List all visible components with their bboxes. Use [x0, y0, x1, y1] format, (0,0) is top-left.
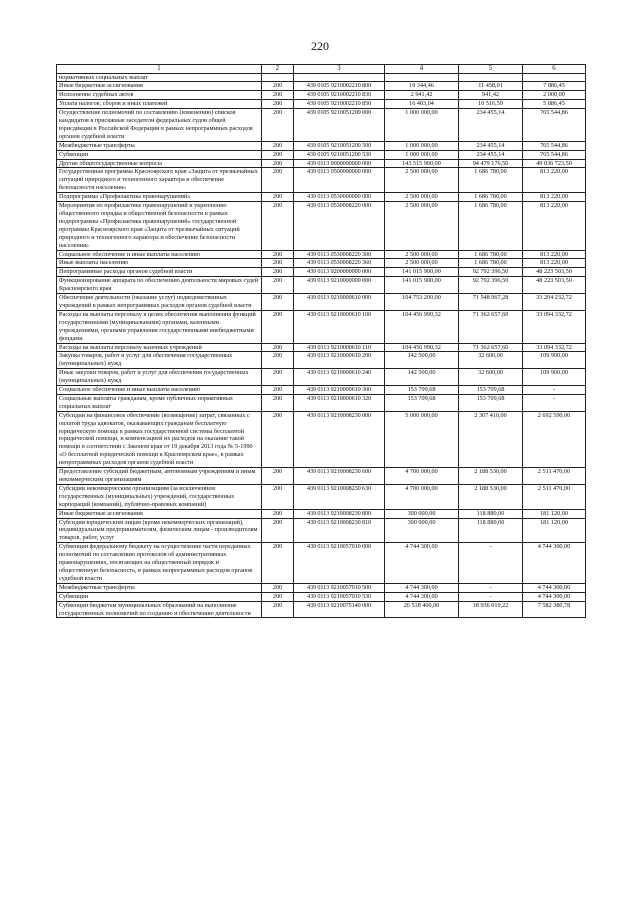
row-executed-cell: 118 880,00 — [459, 509, 523, 518]
row-executed-cell: 1 686 780,00 — [459, 250, 523, 259]
row-name-cell: Иные бюджетные ассигнования — [57, 82, 262, 91]
row-remaining-cell: 765 544,86 — [523, 109, 586, 142]
row-remaining-cell: 33 204 232,72 — [523, 294, 586, 311]
row-code-cell: 439 0113 9210000610 100 — [294, 310, 385, 343]
table-row — [57, 141, 586, 150]
row-executed-cell: - — [459, 543, 523, 584]
row-col2-cell: 200 — [262, 159, 294, 168]
row-col2-cell: 200 — [262, 294, 294, 311]
table-header-row — [57, 65, 586, 74]
row-name-cell: Иные выплаты населению — [57, 259, 262, 268]
table-row — [57, 82, 586, 91]
row-code-cell: 439 0113 0530008220 300 — [294, 250, 385, 259]
row-col2-cell: 200 — [262, 583, 294, 592]
table-row — [57, 343, 586, 352]
row-col2-cell: 200 — [262, 352, 294, 369]
row-name-cell: Функционирование аппарата по обеспечению деятельности мировых судей Красноярского края — [57, 277, 262, 294]
row-amount-cell: 1 000 000,00 — [385, 141, 459, 150]
row-code-cell: 439 0113 0530008220 000 — [294, 202, 385, 250]
table-row — [57, 202, 586, 250]
row-name-cell: Межбюджетные трансферты — [57, 141, 262, 150]
table-row — [57, 159, 586, 168]
row-name-cell: Расходы на выплаты персоналу казенных учреждений — [57, 343, 262, 352]
row-amount-cell — [385, 73, 459, 82]
row-name-cell: Иные бюджетные ассигнования — [57, 509, 262, 518]
row-code-cell — [294, 73, 385, 82]
row-name-cell: Непрограммные расходы органов судебной власти — [57, 268, 262, 277]
table-row — [57, 193, 586, 202]
row-col2-cell: 200 — [262, 259, 294, 268]
row-col2-cell: 200 — [262, 518, 294, 543]
row-remaining-cell: - — [523, 386, 586, 395]
row-remaining-cell: 181 120,00 — [523, 518, 586, 543]
table-row — [57, 386, 586, 395]
row-amount-cell: 1 000 000,00 — [385, 109, 459, 142]
row-name-cell: Субвенции — [57, 592, 262, 601]
row-executed-cell: 1 686 780,00 — [459, 168, 523, 193]
table-row — [57, 509, 586, 518]
row-amount-cell: 4 744 300,00 — [385, 583, 459, 592]
row-name-cell: Субсидии юридическим лицам (кроме некоммерческих организаций), индивидуальным предпринимателям, физическим лицам - производителям товаров, работ, услуг — [57, 518, 262, 543]
row-amount-cell: 5 000 000,00 — [385, 411, 459, 467]
row-code-cell: 439 0113 9210000610 200 — [294, 352, 385, 369]
row-name-cell: Социальные выплаты гражданам, кроме публичных нормативных социальных выплат — [57, 394, 262, 411]
row-code-cell: 439 0105 9210002210 800 — [294, 82, 385, 91]
row-name-cell: нормативных социальных выплат — [57, 73, 262, 82]
row-remaining-cell: 813 220,00 — [523, 168, 586, 193]
row-col2-cell: 200 — [262, 109, 294, 142]
row-name-cell: Субвенции бюджетам муниципальных образований на выполнение государственных полномочий по созданию и обеспечению деятельности — [57, 601, 262, 618]
table-row — [57, 277, 586, 294]
row-col2-cell: 200 — [262, 268, 294, 277]
row-col2-cell: 200 — [262, 411, 294, 467]
row-amount-cell: 2 500 000,00 — [385, 259, 459, 268]
row-remaining-cell: 813 220,00 — [523, 193, 586, 202]
row-executed-cell: 32 600,00 — [459, 352, 523, 369]
row-amount-cell: 141 015 900,00 — [385, 277, 459, 294]
row-amount-cell: 142 500,00 — [385, 369, 459, 386]
row-amount-cell: 104 456 990,32 — [385, 310, 459, 343]
row-remaining-cell: 33 094 332,72 — [523, 310, 586, 343]
row-executed-cell: 10 516,59 — [459, 100, 523, 109]
row-remaining-cell: 813 220,00 — [523, 202, 586, 250]
row-code-cell: 439 0113 9210008230 800 — [294, 509, 385, 518]
table-row — [57, 150, 586, 159]
row-executed-cell: 153 709,68 — [459, 386, 523, 395]
row-name-cell: Расходы на выплаты персоналу в целях обеспечения выполнения функций государственными (муниципальными) органами, казенными учреждениями, органами управления государственными внебюджетными фондами — [57, 310, 262, 343]
row-col2-cell: 200 — [262, 592, 294, 601]
table-row — [57, 583, 586, 592]
row-executed-cell: 1 686 780,00 — [459, 193, 523, 202]
row-code-cell: 439 0113 9210075140 000 — [294, 601, 385, 618]
row-executed-cell: 2 188 530,00 — [459, 484, 523, 509]
row-executed-cell — [459, 73, 523, 82]
row-col2-cell: 200 — [262, 386, 294, 395]
row-remaining-cell: 813 220,00 — [523, 259, 586, 268]
row-name-cell: Субсидии на финансовое обеспечение (возмещение) затрат, связанных с оплатой труда адвокатов, оказывающих гражданам бесплатную юридическую помощь в рамках государственной системы бесплатной юридической помощи, и компенсацией их расходов на оказание такой помощи в соответствии с Законом края от 19 декабря 2013 года № 5-1990 «О бесплатной юридической помощи в Красноярском крае», в рамках непрограммных расходов органов судебной власти — [57, 411, 262, 467]
table-row — [57, 484, 586, 509]
row-col2-cell: 200 — [262, 277, 294, 294]
row-amount-cell: 153 709,68 — [385, 386, 459, 395]
row-executed-cell: 18 936 019,22 — [459, 601, 523, 618]
row-remaining-cell: 4 744 300,00 — [523, 583, 586, 592]
table-row — [57, 73, 586, 82]
row-amount-cell: 19 344,46 — [385, 82, 459, 91]
row-remaining-cell: 49 036 723,50 — [523, 159, 586, 168]
page-number: 220 — [311, 39, 329, 53]
row-amount-cell: 4 700 000,00 — [385, 468, 459, 485]
row-amount-cell: 300 000,00 — [385, 509, 459, 518]
budget-table — [56, 64, 586, 618]
row-col2-cell: 200 — [262, 141, 294, 150]
row-code-cell: 439 0113 9210008230 000 — [294, 411, 385, 467]
row-col2-cell: 200 — [262, 543, 294, 584]
table-row — [57, 468, 586, 485]
header-cell: 6 — [523, 65, 586, 74]
row-code-cell: 439 0105 9210002210 830 — [294, 91, 385, 100]
row-executed-cell: 2 188 530,00 — [459, 468, 523, 485]
table-row — [57, 394, 586, 411]
row-remaining-cell: 765 544,86 — [523, 150, 586, 159]
table-row — [57, 168, 586, 193]
row-name-cell: Субсидии некоммерческим организациям (за исключением государственных (муниципальных) учреждений, государственных корпораций (компаний), публично-правовых компаний) — [57, 484, 262, 509]
row-col2-cell: 200 — [262, 250, 294, 259]
row-col2-cell: 200 — [262, 193, 294, 202]
row-col2-cell — [262, 73, 294, 82]
row-executed-cell: 1 686 780,00 — [459, 259, 523, 268]
header-cell: 2 — [262, 65, 294, 74]
row-executed-cell: 2 307 410,00 — [459, 411, 523, 467]
row-col2-cell: 200 — [262, 484, 294, 509]
row-code-cell: 439 0113 9210008230 600 — [294, 468, 385, 485]
row-col2-cell: 200 — [262, 468, 294, 485]
table-row — [57, 109, 586, 142]
row-name-cell: Осуществление полномочий по составлению (изменению) списков кандидатов в присяжные заседатели федеральных судов общей юрисдикции в Российской Федерации в рамках непрограммных расходов органов судебной власти — [57, 109, 262, 142]
row-executed-cell: 1 686 780,00 — [459, 202, 523, 250]
row-remaining-cell: 4 744 300,00 — [523, 543, 586, 584]
row-remaining-cell: 33 094 332,72 — [523, 343, 586, 352]
header-cell: 5 — [459, 65, 523, 74]
row-executed-cell: 71 362 657,60 — [459, 343, 523, 352]
row-amount-cell: 142 500,00 — [385, 352, 459, 369]
row-remaining-cell: 5 886,45 — [523, 100, 586, 109]
row-remaining-cell: 4 744 300,00 — [523, 592, 586, 601]
row-remaining-cell: 765 544,86 — [523, 141, 586, 150]
table-row — [57, 268, 586, 277]
row-remaining-cell: 48 223 503,50 — [523, 268, 586, 277]
row-remaining-cell: 7 886,45 — [523, 82, 586, 91]
row-col2-cell: 200 — [262, 343, 294, 352]
row-amount-cell: 16 403,04 — [385, 100, 459, 109]
row-executed-cell: 92 792 396,50 — [459, 268, 523, 277]
row-executed-cell: 11 458,01 — [459, 82, 523, 91]
table-row — [57, 601, 586, 618]
row-name-cell: Закупка товаров, работ и услуг для обеспечения государственных (муниципальных) нужд — [57, 352, 262, 369]
row-code-cell: 439 0113 9210000610 110 — [294, 343, 385, 352]
row-amount-cell: 300 000,00 — [385, 518, 459, 543]
row-col2-cell: 200 — [262, 150, 294, 159]
row-col2-cell: 200 — [262, 82, 294, 91]
row-code-cell: 439 0105 9210051200 500 — [294, 141, 385, 150]
row-executed-cell: 118 880,00 — [459, 518, 523, 543]
row-amount-cell: 4 700 000,00 — [385, 484, 459, 509]
table-row — [57, 91, 586, 100]
table-row — [57, 294, 586, 311]
table-row — [57, 369, 586, 386]
header-cell: 3 — [294, 65, 385, 74]
row-code-cell: 439 0113 0500000000 000 — [294, 168, 385, 193]
row-code-cell: 439 0113 0000000000 000 — [294, 159, 385, 168]
row-amount-cell: 2 500 000,00 — [385, 250, 459, 259]
header-cell: 1 — [57, 65, 262, 74]
row-name-cell: Другие общегосударственные вопросы — [57, 159, 262, 168]
row-name-cell: Подпрограмма «Профилактика правонарушений» — [57, 193, 262, 202]
row-name-cell: Государственная программа Красноярского края «Защита от чрезвычайных ситуаций природного и техногенного характера и обеспечение безопасности населения» — [57, 168, 262, 193]
row-executed-cell: 234 455,14 — [459, 109, 523, 142]
row-code-cell: 439 0113 9210000610 320 — [294, 394, 385, 411]
row-executed-cell: 71 548 967,28 — [459, 294, 523, 311]
row-name-cell: Межбюджетные трансферты — [57, 583, 262, 592]
row-amount-cell: 4 744 300,00 — [385, 592, 459, 601]
row-col2-cell: 200 — [262, 91, 294, 100]
row-remaining-cell: 7 582 380,78 — [523, 601, 586, 618]
row-remaining-cell: 2 692 590,00 — [523, 411, 586, 467]
row-remaining-cell: 48 223 503,50 — [523, 277, 586, 294]
table-row — [57, 543, 586, 584]
table-row — [57, 352, 586, 369]
row-remaining-cell — [523, 73, 586, 82]
row-col2-cell: 200 — [262, 394, 294, 411]
row-code-cell: 439 0105 9210051200 000 — [294, 109, 385, 142]
row-remaining-cell: 109 900,00 — [523, 369, 586, 386]
row-executed-cell: 71 362 657,60 — [459, 310, 523, 343]
header-cell: 4 — [385, 65, 459, 74]
row-code-cell: 439 0113 9210000000 000 — [294, 277, 385, 294]
row-executed-cell: - — [459, 592, 523, 601]
row-amount-cell: 2 500 000,00 — [385, 202, 459, 250]
row-code-cell: 439 0113 0530000000 000 — [294, 193, 385, 202]
row-col2-cell: 200 — [262, 168, 294, 193]
table-row — [57, 100, 586, 109]
row-amount-cell: 26 518 400,00 — [385, 601, 459, 618]
row-amount-cell: 4 744 300,00 — [385, 543, 459, 584]
row-code-cell: 439 0113 9210008230 630 — [294, 484, 385, 509]
row-code-cell: 439 0113 9210057010 530 — [294, 592, 385, 601]
row-col2-cell: 200 — [262, 509, 294, 518]
row-executed-cell: 153 709,68 — [459, 394, 523, 411]
row-remaining-cell: 2 000,00 — [523, 91, 586, 100]
row-col2-cell: 200 — [262, 310, 294, 343]
row-amount-cell: 141 015 900,00 — [385, 268, 459, 277]
table-body — [57, 73, 586, 618]
row-name-cell: Иные закупки товаров, работ и услуг для обеспечения государственных (муниципальных) нужд — [57, 369, 262, 386]
row-col2-cell: 200 — [262, 100, 294, 109]
row-name-cell: Субвенции федеральному бюджету на осуществление части переданных полномочий по составлению протоколов об административных правонарушениях, посягающих на общественный порядок и общественную безопасность, в рамках непрограммных расходов органов судебной власти — [57, 543, 262, 584]
row-executed-cell: - — [459, 583, 523, 592]
row-executed-cell: 234 455,14 — [459, 141, 523, 150]
row-name-cell: Обеспечение деятельности (оказание услуг) подведомственных учреждений в рамках непрограммных расходов органов судебной власти — [57, 294, 262, 311]
row-code-cell: 439 0105 9210051200 530 — [294, 150, 385, 159]
row-amount-cell: 104 456 990,32 — [385, 343, 459, 352]
row-code-cell: 439 0113 9200000000 000 — [294, 268, 385, 277]
row-amount-cell: 143 515 900,00 — [385, 159, 459, 168]
row-amount-cell: 153 709,68 — [385, 394, 459, 411]
row-code-cell: 439 0113 9210008230 810 — [294, 518, 385, 543]
row-amount-cell: 104 753 200,00 — [385, 294, 459, 311]
row-name-cell: Мероприятия по профилактике правонарушений и укреплению общественного порядка и общественной безопасности в рамках подпрограммы «Профилактика правонарушений» государственной программы Красноярского края «Защита от чрезвычайных ситуаций природного и техногенного характера и обеспечение безопасности населения» — [57, 202, 262, 250]
row-name-cell: Субвенции — [57, 150, 262, 159]
row-code-cell: 439 0113 9210000610 300 — [294, 386, 385, 395]
table-row — [57, 250, 586, 259]
row-amount-cell: 2 941,42 — [385, 91, 459, 100]
row-code-cell: 439 0105 9210002210 850 — [294, 100, 385, 109]
row-remaining-cell: 2 511 470,00 — [523, 468, 586, 485]
row-name-cell: Предоставление субсидий бюджетным, автономным учреждениям и иным некоммерческим организациям — [57, 468, 262, 485]
row-col2-cell: 200 — [262, 202, 294, 250]
row-executed-cell: 92 792 396,50 — [459, 277, 523, 294]
row-remaining-cell: 109 900,00 — [523, 352, 586, 369]
row-executed-cell: 941,42 — [459, 91, 523, 100]
table-row — [57, 310, 586, 343]
row-code-cell: 439 0113 9210057010 500 — [294, 583, 385, 592]
row-amount-cell: 2 500 000,00 — [385, 193, 459, 202]
row-amount-cell: 1 000 000,00 — [385, 150, 459, 159]
row-code-cell: 439 0113 9210057010 000 — [294, 543, 385, 584]
row-code-cell: 439 0113 9210000610 240 — [294, 369, 385, 386]
row-remaining-cell: - — [523, 394, 586, 411]
table-row — [57, 518, 586, 543]
row-executed-cell: 32 600,00 — [459, 369, 523, 386]
row-name-cell: Исполнение судебных актов — [57, 91, 262, 100]
row-name-cell: Уплата налогов, сборов и иных платежей — [57, 100, 262, 109]
table-row — [57, 592, 586, 601]
row-code-cell: 439 0113 9210000610 000 — [294, 294, 385, 311]
row-col2-cell: 200 — [262, 369, 294, 386]
table-row — [57, 259, 586, 268]
row-executed-cell: 94 479 176,50 — [459, 159, 523, 168]
row-remaining-cell: 181 120,00 — [523, 509, 586, 518]
table-row — [57, 411, 586, 467]
row-col2-cell: 200 — [262, 601, 294, 618]
row-remaining-cell: 813 220,00 — [523, 250, 586, 259]
row-code-cell: 439 0113 0530008220 360 — [294, 259, 385, 268]
row-executed-cell: 234 455,14 — [459, 150, 523, 159]
row-remaining-cell: 2 511 470,00 — [523, 484, 586, 509]
row-amount-cell: 2 500 000,00 — [385, 168, 459, 193]
row-name-cell: Социальное обеспечение и иные выплаты населению — [57, 250, 262, 259]
row-name-cell: Социальное обеспечение и иные выплаты населению — [57, 386, 262, 395]
